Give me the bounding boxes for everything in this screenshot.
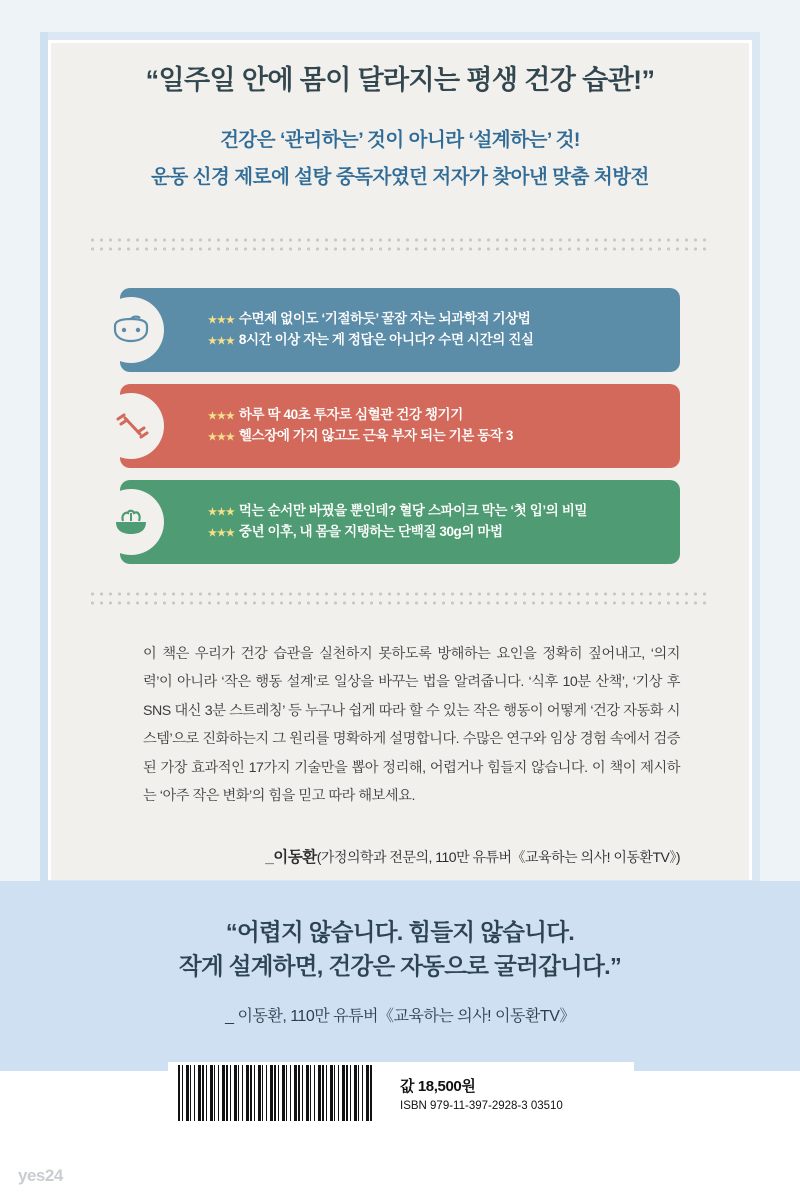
feature-text-exercise <box>208 405 513 447</box>
barcode-block <box>168 1062 634 1124</box>
subtitle-primary: 건강은 ‘관리하는’ 것이 아니라 ‘설계하는’ 것! <box>220 129 580 152</box>
bullet-stars: ★★★ <box>208 315 235 327</box>
price-block <box>400 1075 563 1112</box>
byline-detail: (가정의학과 전문의, 110만 유튜버《교육하는 의사! 이동환TV》) <box>316 849 680 865</box>
headline-block <box>48 62 752 189</box>
quote-credit: _ 이동환, 110만 유튜버《교육하는 의사! 이동환TV》 <box>225 1008 575 1026</box>
feature-line: 8시간 이상 자는 게 정답은 아니다? 수면 시간의 진실 <box>238 332 534 347</box>
bullet-stars: ★★★ <box>208 411 235 423</box>
divider-row <box>88 592 712 596</box>
price-label: 값 18,500원 <box>400 1077 476 1095</box>
quote-text <box>0 915 800 983</box>
feature-line: 헬스장에 가지 않고도 근육 부자 되는 기본 동작 3 <box>238 428 513 443</box>
badge-circle-diet <box>98 489 164 555</box>
dumbbell-icon <box>112 411 150 441</box>
salad-bowl-icon <box>111 507 151 537</box>
quote-panel <box>0 881 800 1071</box>
divider-dotted-bottom <box>88 592 712 606</box>
sleep-mask-icon <box>111 315 151 345</box>
feature-line: 수면제 없이도 ‘기절하듯’ 꿀잠 자는 뇌과학적 기상법 <box>238 311 531 327</box>
feature-line: 하루 딱 40초 투자로 심혈관 건강 챙기기 <box>238 407 463 423</box>
quote-line-2: 작게 설계하면, 건강은 자동으로 굴러갑니다.” <box>178 953 622 980</box>
barcode-icon <box>178 1065 374 1121</box>
feature-item-exercise <box>120 384 680 468</box>
blurb-byline <box>265 845 680 867</box>
feature-list <box>120 288 680 576</box>
quote-line-1: “어렵지 않습니다. 힘들지 않습니다. <box>225 919 575 945</box>
bullet-stars: ★★★ <box>208 336 235 347</box>
isbn-label: ISBN 979-11-397-2928-3 03510 <box>400 1099 563 1112</box>
watermark-logo: yes24 <box>18 1166 63 1185</box>
feature-line: 중년 이후, 내 몸을 지탱하는 단백질 30g의 마법 <box>238 524 503 539</box>
divider-row <box>88 247 712 251</box>
feature-text-sleep <box>208 309 534 351</box>
page-title: “일주일 안에 몸이 달라지는 평생 건강 습관!” <box>145 65 655 95</box>
divider-dotted-top <box>88 238 712 252</box>
blurb-paragraph: 이 책은 우리가 건강 습관을 실천하지 못하도록 방해하는 요인을 정확히 짚어내고, ‘의지력’이 아니라 ‘작은 행동 설계’로 일상을 바꾸는 법을 알려줍니다. ‘식후 10분 산책’, ‘기상 후 SNS 대신 3분 스트레칭’ 등 누구나 쉽게 따라 할 수 있는 작은 행동이 어떻게 ‘건강 자동화 시스템’으로 진화하는지 그 원리를 명확하게 설명합니다. 수많은 연구와 임상 경험 속에서 검증된 가장 효과적인 17가지 기술만을 뽑아 정리해, 어렵거나 힘들지 않습니다. 이 책이 제시하는 ‘아주 작은 변화’의 힘을 믿고 따라 해보세요. <box>143 646 680 805</box>
feature-line: 먹는 순서만 바꿨을 뿐인데? 혈당 스파이크 막는 ‘첫 입’의 비밀 <box>238 503 587 519</box>
badge-circle-exercise <box>98 393 164 459</box>
bullet-stars: ★★★ <box>208 432 235 443</box>
subtitle-secondary: 운동 신경 제로에 설탕 중독자였던 저자가 찾아낸 맞춤 처방전 <box>151 166 649 189</box>
badge-circle-sleep <box>98 297 164 363</box>
feature-item-diet <box>120 480 680 564</box>
divider-row <box>88 601 712 605</box>
byline-name: _이동환 <box>265 849 317 866</box>
feature-text-diet <box>208 501 587 543</box>
feature-item-sleep <box>120 288 680 372</box>
divider-row <box>88 238 712 242</box>
bullet-stars: ★★★ <box>208 528 235 539</box>
bullet-stars: ★★★ <box>208 507 235 519</box>
